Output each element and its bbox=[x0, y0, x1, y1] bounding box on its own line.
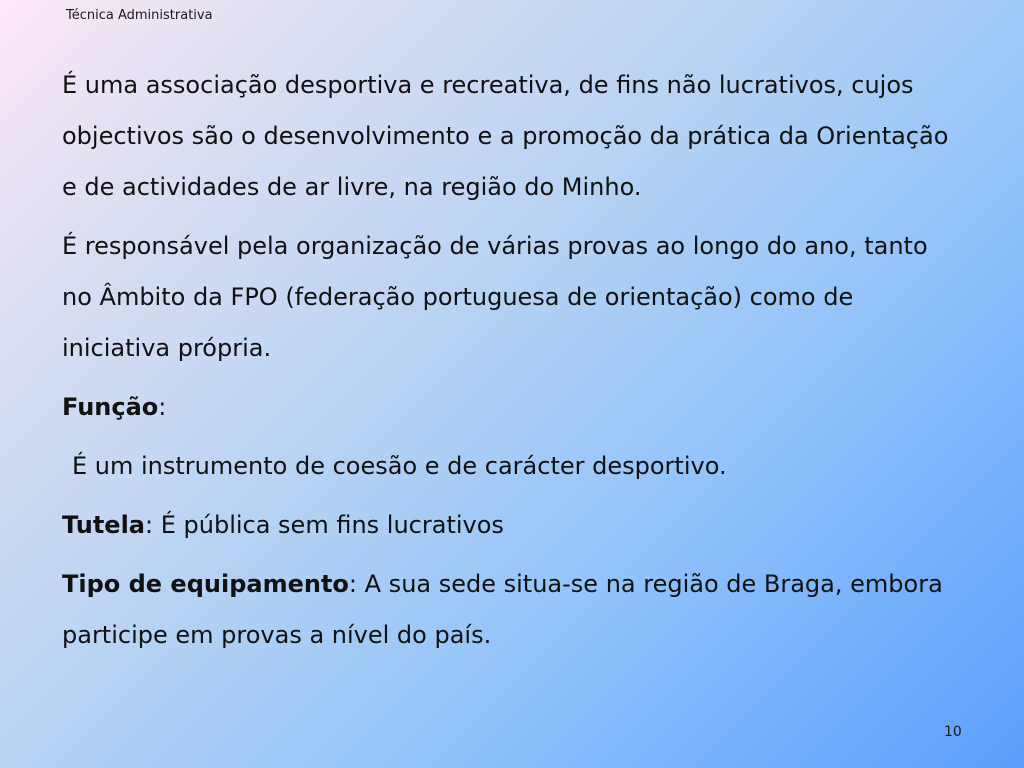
header-title: Técnica Administrativa bbox=[66, 8, 213, 23]
equipment-type-text: : A sua sede situa-se na região de Braga, embora participe em provas a nível do país. bbox=[62, 570, 943, 649]
page-number: 10 bbox=[944, 724, 962, 740]
function-text: : bbox=[158, 393, 167, 421]
paragraph-tutela bbox=[62, 500, 962, 551]
paragraph-function-detail bbox=[62, 441, 962, 492]
tutela-label: Tutela bbox=[62, 511, 145, 539]
paragraph-text: É responsável pela organização de várias provas ao longo do ano, tanto no Âmbito da FPO (federação portuguesa de orientação) como de iniciativa própria. bbox=[62, 232, 928, 362]
tutela-text: : É pública sem fins lucrativos bbox=[145, 511, 504, 539]
equipment-type-label: Tipo de equipamento bbox=[62, 570, 349, 598]
paragraph-text: É uma associação desportiva e recreativa, de fins não lucrativos, cujos objectivos são o desenvolvimento e a promoção da prática da Orientação e de actividades de ar livre, na região do Minho. bbox=[62, 71, 949, 201]
paragraph-function bbox=[62, 382, 962, 433]
paragraph-description bbox=[62, 60, 962, 213]
paragraph-responsibility bbox=[62, 221, 962, 374]
paragraph-text: É um instrumento de coesão e de carácter desportivo. bbox=[72, 452, 727, 480]
function-label: Função bbox=[62, 393, 159, 421]
slide-body bbox=[62, 60, 962, 669]
paragraph-equipment-type bbox=[62, 559, 962, 661]
